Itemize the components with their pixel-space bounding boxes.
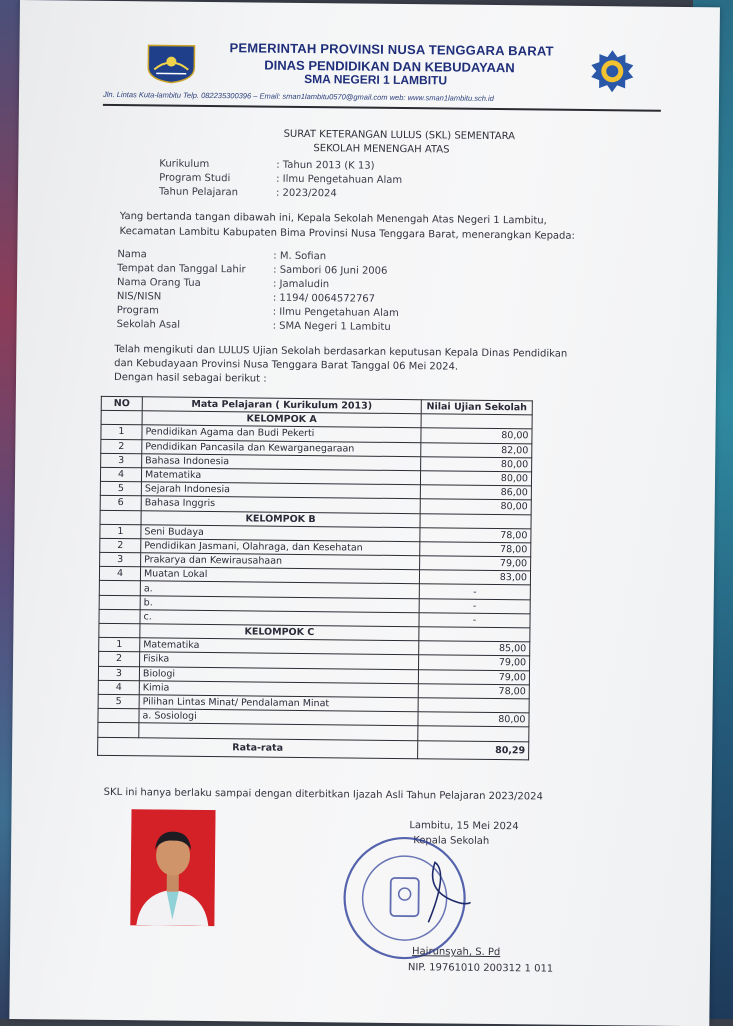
row-no: 2 [101,439,142,454]
average-label: Rata-rata [98,737,418,758]
row-score: 78,00 [420,542,531,557]
statement-line: Dengan hasil sebagai berikut : [113,372,267,385]
row-score: 85,00 [419,641,530,656]
grades-table [97,396,533,760]
row-subject: Kimia [139,681,418,698]
document-page [9,0,720,1026]
row-no: 1 [101,425,142,440]
student-label: NIS/NISN [116,291,162,303]
row-subject: Matematika [141,468,420,485]
student-value: : Jamaludin [272,278,330,291]
row-subject: Sejarah Indonesia [141,482,420,499]
student-label: Program [116,305,160,317]
row-score: 86,00 [420,485,531,500]
student-label: Tempat dan Tanggal Lahir [117,263,246,276]
row-no: 5 [100,481,141,496]
row-score: - [419,598,530,613]
meta-value: : 2023/2024 [275,187,337,200]
row-score: 80,00 [420,499,531,514]
row-subject: a. [140,581,419,598]
row-subject: b. [140,595,419,612]
row-no [99,609,140,624]
row-subject: Muatan Lokal [140,567,419,584]
meta-value: : Ilmu Pengetahuan Alam [276,173,403,187]
signer-nip: NIP. 19761010 200312 1 011 [407,962,554,975]
row-no [99,581,140,596]
row-subject: Pilihan Lintas Minat/ Pendalaman Minat [139,695,418,712]
row-no: 3 [100,552,141,567]
row-score: 80,00 [421,456,532,471]
student-label: Sekolah Asal [116,319,181,331]
row-score: 78,00 [418,683,529,698]
student-value: : 1194/ 0064572767 [272,292,376,305]
row-no [99,595,140,610]
row-score [418,726,529,741]
document-subtitle: SEKOLAH MENENGAH ATAS [313,143,450,156]
student-label: Nama [117,249,147,261]
meta-value: : Tahun 2013 (K 13) [276,159,375,172]
row-no [98,708,139,723]
row-subject: Bahasa Inggris [141,496,420,513]
student-value: : M. Sofian [273,250,327,263]
row-subject: Seni Budaya [141,524,420,541]
header-school: SMA NEGERI 1 LAMBITU [304,71,448,88]
student-value: : SMA Negeri 1 Lambitu [272,320,391,333]
meta-label: Tahun Pelajaran [158,186,239,199]
row-score [418,698,529,713]
row-score: 83,00 [419,570,530,585]
average-row [98,737,529,760]
column-header-score: Nilai Ujian Sekolah [421,400,532,415]
intro-line: Yang bertanda tangan dibawah ini, Kepala Sekolah Menengah Atas Negeri 1 Lambitu, [119,211,547,227]
group-label-b: KELOMPOK B [141,510,420,527]
statement-line: Telah mengikuti dan LULUS Ujian Sekolah berdasarkan keputusan Kepala Dinas Pendidikan [114,344,568,360]
row-no [98,723,139,738]
official-stamp-icon [338,831,471,964]
row-subject: Prakarya dan Kewirausahaan [141,553,420,570]
student-value: : Sambori 06 Juni 2006 [273,264,388,277]
row-subject: c. [140,610,419,627]
row-subject: Matematika [140,638,419,655]
average-value: 80,29 [418,740,529,759]
row-no: 2 [100,538,141,553]
signature-place-date: Lambitu, 15 Mei 2024 [409,820,519,833]
row-subject: Pendidikan Agama dan Budi Pekerti [142,425,421,442]
row-score: 78,00 [420,527,531,542]
row-no: 1 [100,524,141,539]
row-score: 79,00 [419,655,530,670]
row-score: - [419,584,530,599]
row-subject: Biologi [139,666,418,683]
row-no: 4 [98,680,139,695]
student-value: : Ilmu Pengetahuan Alam [272,306,399,319]
row-score: - [419,613,530,628]
row-subject: Bahasa Indonesia [142,454,421,471]
validity-note: SKL ini hanya berlaku sampai dengan diterbitkan Ijazah Asli Tahun Pelajaran 2023/2024 [103,786,543,803]
signature-role: Kepala Sekolah [413,835,490,847]
row-no: 4 [100,467,141,482]
signer-name: Hairunsyah, S. Pd [411,946,501,959]
province-logo-icon [144,43,198,84]
row-no: 4 [99,567,140,582]
group-label-a: KELOMPOK A [142,411,421,428]
header-divider [103,104,661,112]
meta-label: Kurikulum [159,158,210,170]
intro-line: Kecamatan Lambitu Kabupaten Bima Provinsi Nusa Tenggara Barat, menerangkan Kepada: [119,226,575,242]
row-no: 6 [100,496,141,511]
group-label-c: KELOMPOK C [140,624,419,641]
row-no: 3 [98,666,139,681]
school-emblem-icon [589,48,635,94]
row-subject: a. Sosiologi [139,709,418,726]
header-government: PEMERINTAH PROVINSI NUSA TENGGARA BARAT [229,40,554,59]
meta-label: Program Studi [159,172,231,185]
column-header-no: NO [101,396,142,411]
header-address: Jln. Lintas Kuta-lambitu Telp. 082235300396 – Email: sman1lambitu0570@gmail.com web: www.sman1lambitu.sch.id [102,89,494,103]
row-score: 82,00 [421,442,532,457]
row-score: 80,00 [420,471,531,486]
row-no: 2 [99,652,140,667]
student-photo [130,809,215,926]
student-label: Nama Orang Tua [116,277,201,289]
column-header-subject: Mata Pelajaran ( Kurikulum 2013) [142,397,421,414]
document-title: SURAT KETERANGAN LULUS (SKL) SEMENTARA [283,128,516,143]
student-portrait-icon [130,809,215,926]
row-no: 1 [99,638,140,653]
row-score: 80,00 [421,428,532,443]
statement-line: dan Kebudayaan Provinsi Nusa Tenggara Barat Tanggal 06 Mei 2024. [114,358,459,373]
row-subject: Fisika [140,652,419,669]
row-no: 5 [98,694,139,709]
row-score: 79,00 [418,669,529,684]
row-score: 79,00 [420,556,531,571]
row-subject: Pendidikan Pancasila dan Kewarganegaraan [142,439,421,456]
row-no: 3 [101,453,142,468]
header-department: DINAS PENDIDIKAN DAN KEBUDAYAAN [264,57,515,76]
row-subject: Pendidikan Jasmani, Olahraga, dan Kesehatan [141,539,420,556]
row-score: 80,00 [418,712,529,727]
